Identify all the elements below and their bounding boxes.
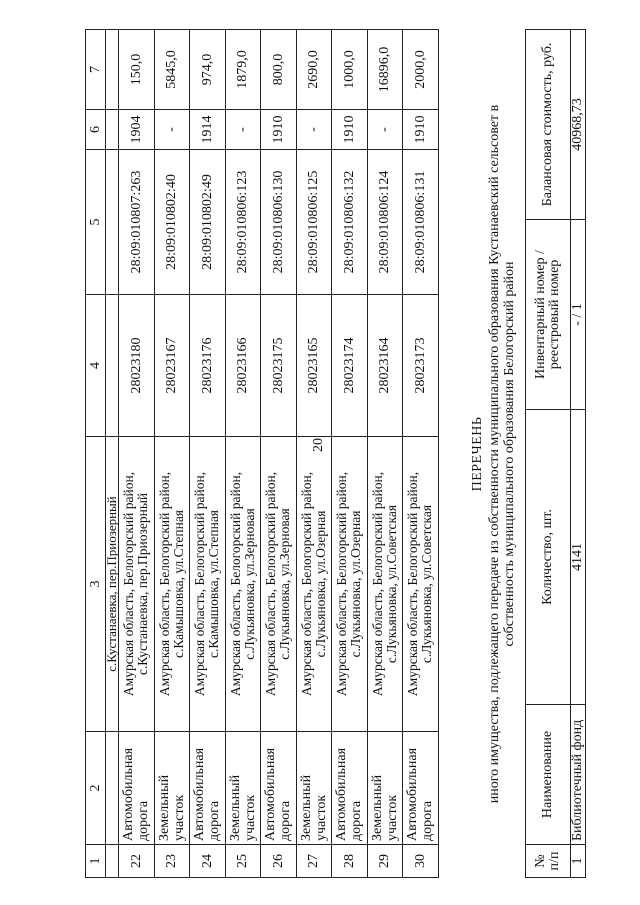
cell-cadastral: 28:09:010806:132: [332, 150, 368, 295]
cell-name: Земельный участок: [154, 732, 190, 845]
cell-name: Земельный участок: [296, 732, 332, 845]
header-qty: Количество, шт.: [526, 410, 571, 705]
cell-name: Автомобильная дорога: [261, 732, 297, 845]
cell-year: 1910: [261, 110, 297, 150]
cell-name: Автомобильная дорога: [119, 732, 155, 845]
header-name: Наименование: [526, 705, 571, 845]
column-number: 5: [86, 150, 106, 295]
empty-cell: [106, 732, 119, 845]
table-row: [332, 30, 368, 878]
cell-cost: 5845,0: [154, 30, 190, 110]
cell-name: Библиотечный фонд: [571, 705, 586, 845]
table-row: [296, 30, 332, 878]
cell-cost: 1000,0: [332, 30, 368, 110]
cell-inventory: 28023175: [261, 295, 297, 437]
cell-cost: 1879,0: [225, 30, 261, 110]
cell-address: Амурская область, Белогорский район, с.Камышовка, ул.Степная: [154, 437, 190, 732]
column-number: 1: [86, 845, 106, 878]
cell-cadastral: 28:09:010802:40: [154, 150, 190, 295]
cell-cost: 2690,0: [296, 30, 332, 110]
cell-name: Автомобильная дорога: [332, 732, 368, 845]
property-table: [85, 29, 439, 878]
empty-cell: [106, 295, 119, 437]
cell-inventory: 28023174: [332, 295, 368, 437]
cell-year: 1914: [190, 110, 226, 150]
cell-name: Земельный участок: [367, 732, 403, 845]
cell-number: 26: [261, 845, 297, 878]
cell-cadastral: 28:09:010807:263: [119, 150, 155, 295]
cell-inventory: 28023165: [296, 295, 332, 437]
cell-address: Амурская область, Белогорский район, с.Лукьяновка, ул.Советская: [403, 437, 439, 732]
cell-address: Амурская область, Белогорский район, с.Лукьяновка, ул.Зерновая: [261, 437, 297, 732]
column-number: 2: [86, 732, 106, 845]
transfer-list-section: [470, 30, 605, 878]
cell-year: 1910: [403, 110, 439, 150]
empty-cell: [106, 30, 119, 110]
cell-inventory: 28023173: [403, 295, 439, 437]
list-subtitle-line1: иного имущества, подлежащего передаче из собственности муниципального образования Кустанаевский сельсовет в: [487, 104, 502, 804]
table-row: [190, 30, 226, 878]
cell-address: Амурская область, Белогорский район, с.Кустанаевка, пер.Приозерный: [119, 437, 155, 732]
cell-cost: 2000,0: [403, 30, 439, 110]
cell-year: 1910: [332, 110, 368, 150]
list-subtitle-line2: собственность муниципального образования Белогорский район: [502, 261, 517, 647]
cell-number: 24: [190, 845, 226, 878]
cell-year: 1904: [119, 110, 155, 150]
column-number: 7: [86, 30, 106, 110]
cell-address: Амурская область, Белогорский район, с.Лукьяновка, ул.Озерная: [332, 437, 368, 732]
cell-cost: 16896,0: [367, 30, 403, 110]
header-no: № п/п: [526, 845, 571, 878]
cell-number: 29: [367, 845, 403, 878]
table-row: [225, 30, 261, 878]
cell-number: 22: [119, 845, 155, 878]
cell-cadastral: 28:09:010806:124: [367, 150, 403, 295]
cell-number: 25: [225, 845, 261, 878]
cell-inventory: 28023176: [190, 295, 226, 437]
header-inv: Инвентарный номер / реестровый номер: [526, 220, 571, 410]
cell-inv: - / 1: [571, 220, 586, 410]
table-row: [154, 30, 190, 878]
empty-cell: [106, 845, 119, 878]
cell-cadastral: 28:09:010806:123: [225, 150, 261, 295]
cell-address: Амурская область, Белогорский район, с.Лукьяновка, ул.Советская: [367, 437, 403, 732]
column-number: 6: [86, 110, 106, 150]
cell-year: -: [225, 110, 261, 150]
cell-address: Амурская область, Белогорский район, с.Камышовка, ул.Степная: [190, 437, 226, 732]
cell-cadastral: 28:09:010806:130: [261, 150, 297, 295]
cell-number: 30: [403, 845, 439, 878]
cell-address: Амурская область, Белогорский район, с.Лукьяновка, ул.Озерная: [296, 437, 332, 732]
table-row: [261, 30, 297, 878]
cell-qty: 4141: [571, 410, 586, 705]
continuation-address: с.Кустанаевка, пер.Приозерный: [106, 437, 119, 732]
column-number: 3: [86, 437, 106, 732]
cell-cost: 800,0: [261, 30, 297, 110]
list-title: [470, 30, 517, 878]
cell-name: Автомобильная дорога: [190, 732, 226, 845]
cell-inventory: 28023180: [119, 295, 155, 437]
continuation-row: [106, 30, 119, 878]
cell-number: 27: [296, 845, 332, 878]
cell-cost: 150,0: [119, 30, 155, 110]
cell-inventory: 28023167: [154, 295, 190, 437]
table-row: [119, 30, 155, 878]
cell-inventory: 28023164: [367, 295, 403, 437]
cell-year: -: [296, 110, 332, 150]
transfer-list-table: [525, 29, 586, 878]
column-number-row: [86, 30, 106, 878]
table-row: [367, 30, 403, 878]
cell-year: -: [154, 110, 190, 150]
cell-number: 28: [332, 845, 368, 878]
cell-cost: 40968,73: [571, 30, 586, 220]
cell-cadastral: 28:09:010806:125: [296, 150, 332, 295]
cell-no: 1: [571, 845, 586, 878]
cell-name: Автомобильная дорога: [403, 732, 439, 845]
cell-cost: 974,0: [190, 30, 226, 110]
empty-cell: [106, 150, 119, 295]
list-header-row: [526, 30, 571, 878]
cell-cadastral: 28:09:010802:49: [190, 150, 226, 295]
cell-cadastral: 28:09:010806:131: [403, 150, 439, 295]
cell-name: Земельный участок: [225, 732, 261, 845]
list-row: [571, 30, 586, 878]
empty-cell: [106, 110, 119, 150]
cell-address: Амурская область, Белогорский район, с.Лукьяновка, ул.Зерновая: [225, 437, 261, 732]
cell-number: 23: [154, 845, 190, 878]
cell-year: -: [367, 110, 403, 150]
column-number: 4: [86, 295, 106, 437]
header-cost: Балансовая стоимость, руб.: [526, 30, 571, 220]
table-row: [403, 30, 439, 878]
list-heading: ПЕРЕЧЕНЬ: [470, 416, 485, 492]
cell-inventory: 28023166: [225, 295, 261, 437]
property-table-continued: [85, 30, 440, 878]
page-number: 20: [311, 438, 326, 452]
